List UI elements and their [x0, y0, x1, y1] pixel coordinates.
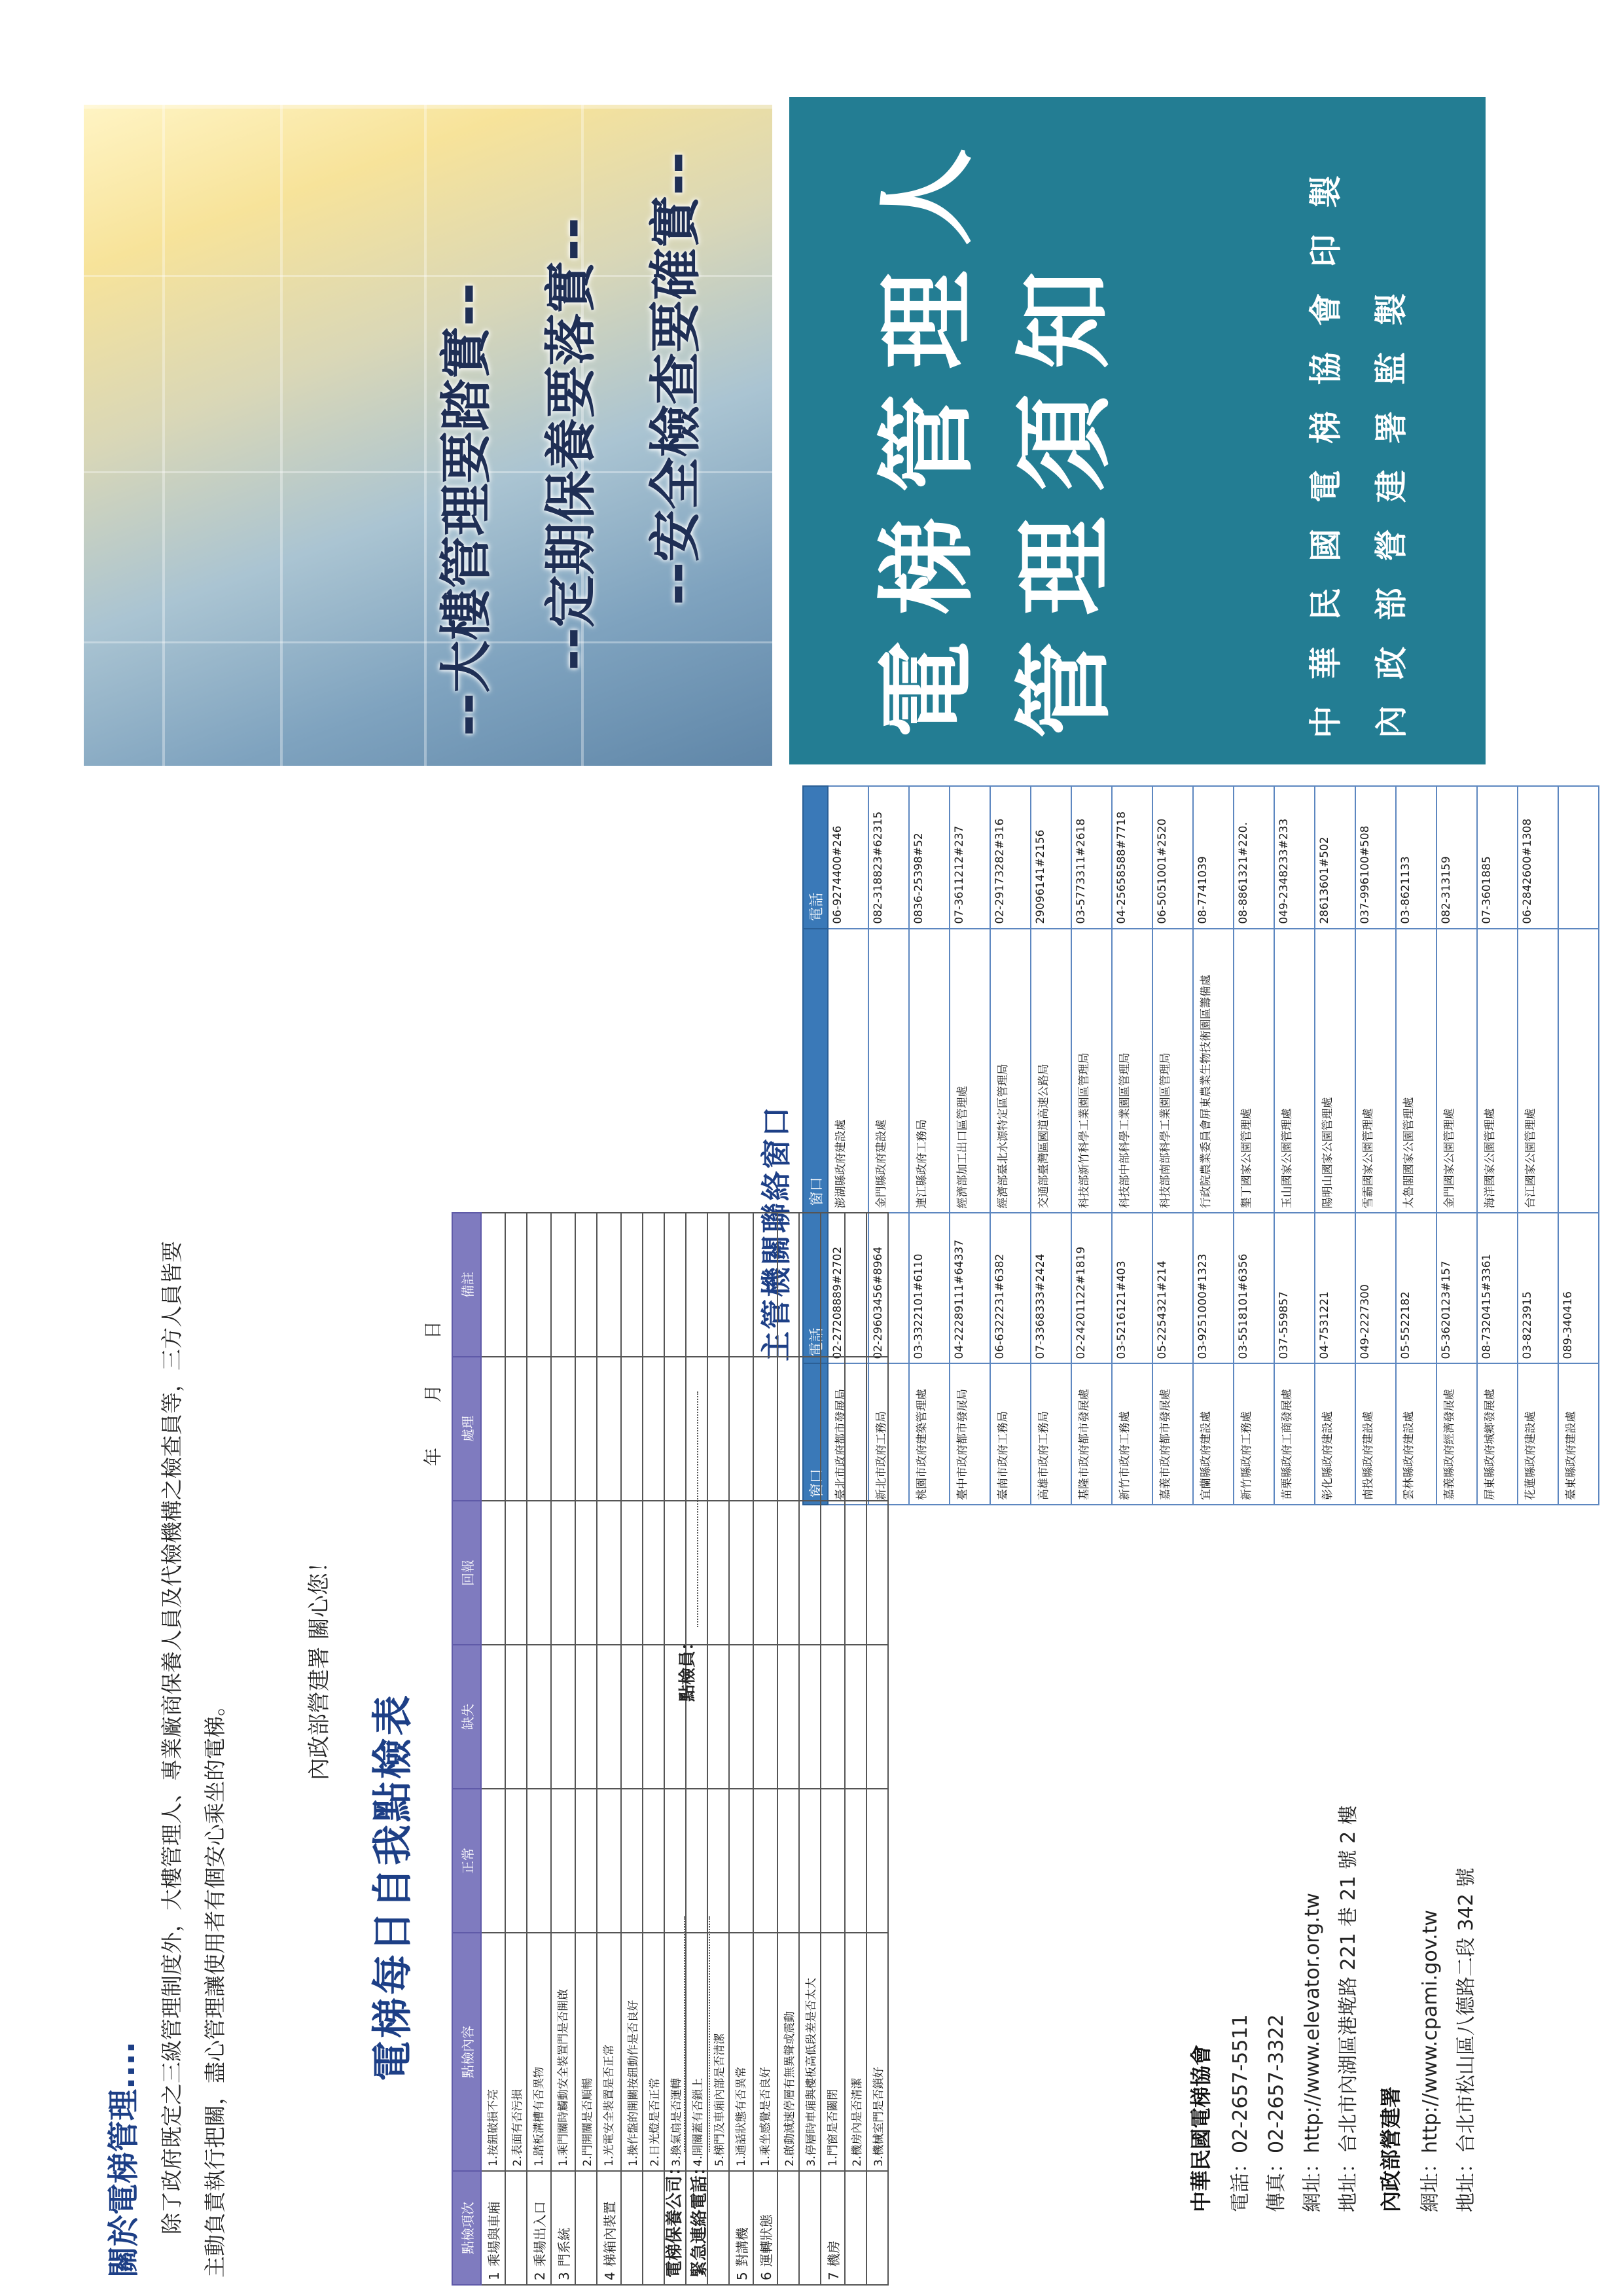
check-box-cell[interactable]: [527, 1357, 551, 1501]
phone-cell: 05-5522182: [1396, 1213, 1436, 1363]
check-box-cell[interactable]: [845, 1357, 866, 1501]
check-box-cell[interactable]: [729, 1213, 753, 1357]
check-box-cell[interactable]: [777, 1645, 799, 1789]
check-item: 2.日光燈是否正常: [643, 1933, 664, 2171]
phone-cell: 082-313159: [1436, 786, 1477, 929]
section-cell: [707, 2171, 729, 2285]
check-box-cell[interactable]: [777, 1789, 799, 1933]
check-box-cell[interactable]: [621, 1357, 643, 1501]
section-cell: [621, 2171, 643, 2285]
check-box-cell[interactable]: [799, 1357, 821, 1501]
col-header: 點檢項次: [452, 2171, 481, 2285]
supervisor-line: 內政部營建署監製: [1372, 267, 1410, 738]
office-cell: 屏東縣政府城鄉發展處: [1477, 1364, 1518, 1505]
section-name: 乘場出入口: [532, 2201, 548, 2267]
check-box-cell[interactable]: [505, 1645, 527, 1789]
phone-cell: 06-5051001#2520: [1152, 786, 1193, 929]
check-box-cell[interactable]: [777, 1213, 799, 1357]
col-header: 窗口: [803, 1364, 828, 1505]
office-cell: 金門縣政府建設處: [868, 929, 909, 1213]
table-row: [990, 786, 1031, 1505]
association-web[interactable]: 網址：http://www.elevator.org.tw: [1301, 1893, 1324, 2212]
check-box-cell[interactable]: [551, 1501, 575, 1645]
col-header: 備註: [452, 1213, 481, 1357]
association-fax: 傳真：02-2657-3322: [1265, 2014, 1288, 2212]
phone-cell: 05-3620123#157: [1436, 1213, 1477, 1363]
section-name: 運轉狀態: [758, 2214, 774, 2267]
phone-cell: 03-5216121#403: [1112, 1213, 1152, 1363]
phone-cell: 06-6322231#6382: [990, 1213, 1031, 1363]
check-box-cell[interactable]: [505, 1213, 527, 1357]
check-box-cell[interactable]: [845, 1213, 866, 1357]
office-cell: 新竹縣政府工務處: [1234, 1364, 1274, 1505]
office-cell: 臺南市政府工務局: [990, 1364, 1031, 1505]
phone-cell: 04-22289111#64337: [950, 1213, 990, 1363]
check-item: 2.啟動減速停層有無異聲或震動: [777, 1933, 799, 2171]
col-header: 電話: [803, 1213, 828, 1363]
slogan-1: --大樓管理要踏實--: [436, 283, 497, 736]
phone-cell: 08-7320415#3361: [1477, 1213, 1518, 1363]
section-number: 1: [486, 2272, 502, 2280]
phone-cell: 049-2348233#233: [1274, 786, 1315, 929]
office-cell: 金門國家公園管理處: [1436, 929, 1477, 1213]
check-box-cell[interactable]: [821, 1213, 845, 1357]
section-cell: [575, 2171, 597, 2285]
check-box-cell[interactable]: [707, 1501, 729, 1645]
check-box-cell[interactable]: [575, 1213, 597, 1357]
check-box-cell[interactable]: [597, 1213, 621, 1357]
phone-cell: 03-3322101#6110: [909, 1213, 950, 1363]
about-body: 除了政府既定之三級管理制度外，大樓管理人、專業廠商保養人員及代檢機構之檢查員等，三方人員皆要主動負責執行把關，盡心管理讓使用者有個安心乘坐的電梯。: [159, 1241, 228, 2278]
check-box-cell[interactable]: [866, 1501, 888, 1645]
table-row: [1558, 786, 1599, 1505]
check-box-cell[interactable]: [845, 1645, 866, 1789]
section-number: 6: [758, 2272, 774, 2280]
check-box-cell[interactable]: [597, 1645, 621, 1789]
check-item: 1.乘門關時觸動安全裝置門是否開啟: [551, 1933, 575, 2171]
section-name: 梯箱內裝置: [602, 2201, 618, 2267]
section-cell: [799, 2171, 821, 2285]
section-cell: [729, 2171, 753, 2285]
table-row: [799, 1213, 821, 2285]
table-row: [845, 1213, 866, 2285]
check-item: 1.踏板溝槽有否異物: [527, 1933, 551, 2171]
ministry-web[interactable]: 網址：http://www.cpami.gov.tw: [1419, 1910, 1442, 2212]
office-cell: 嘉義市政府都市發展處: [1152, 1364, 1193, 1505]
check-box-cell[interactable]: [821, 1645, 845, 1789]
check-box-cell[interactable]: [621, 1501, 643, 1645]
phone-cell: 04-7531221: [1315, 1213, 1355, 1363]
phone-cell: 04-25658588#7718: [1112, 786, 1152, 929]
check-box-cell[interactable]: [481, 1645, 505, 1789]
table-row: [575, 1213, 597, 2285]
section-cell: [821, 2171, 845, 2285]
check-box-cell[interactable]: [643, 1645, 664, 1789]
check-box-cell[interactable]: [597, 1789, 621, 1933]
phone-cell: 02-27208889#2702: [828, 1213, 868, 1363]
check-item: 2.表面有否污損: [505, 1933, 527, 2171]
office-cell: 彰化縣政府建設處: [1315, 1364, 1355, 1505]
office-cell: 太魯閣國家公園管理處: [1396, 929, 1436, 1213]
check-box-cell[interactable]: [505, 1789, 527, 1933]
day-label: 日: [422, 1321, 444, 1340]
emergency-label: 緊急連絡電話：: [690, 2158, 709, 2278]
check-box-cell[interactable]: [643, 1213, 664, 1357]
check-box-cell[interactable]: [481, 1501, 505, 1645]
check-box-cell[interactable]: [753, 1213, 777, 1357]
check-box-cell[interactable]: [799, 1645, 821, 1789]
office-cell: 連江縣政府工務局: [909, 929, 950, 1213]
col-header: 點檢內容: [452, 1933, 481, 2171]
check-box-cell[interactable]: [481, 1213, 505, 1357]
check-box-cell[interactable]: [845, 1501, 866, 1645]
table-row: [1031, 786, 1071, 1505]
office-cell: 台江國家公園管理處: [1518, 929, 1558, 1213]
col-header: 窗口: [803, 929, 828, 1213]
section-cell: [866, 2171, 888, 2285]
phone-cell: 082-318823#62315: [868, 786, 909, 929]
check-box-cell[interactable]: [527, 1501, 551, 1645]
ministry-address: 地址：台北市松山區八德路二段 342 號: [1455, 1867, 1478, 2212]
date-line: [419, 1321, 445, 1505]
check-box-cell[interactable]: [551, 1213, 575, 1357]
office-cell: 科技部新竹科學工業園區管理局: [1071, 929, 1112, 1213]
check-box-cell[interactable]: [707, 1789, 729, 1933]
section-name: 機房: [826, 2240, 842, 2267]
slogan-2: --定期保養要落實--: [541, 217, 601, 671]
office-cell: 花蓮縣政府建設處: [1518, 1364, 1558, 1505]
check-item: 1.門窗是否關閉: [821, 1933, 845, 2171]
section-cell: [551, 2171, 575, 2285]
table-row: [707, 1213, 729, 2285]
section-cell: [527, 2171, 551, 2285]
check-box-cell[interactable]: [664, 1789, 686, 1933]
check-box-cell[interactable]: [575, 1357, 597, 1501]
check-item: 1.乘坐感覺是否良好: [753, 1933, 777, 2171]
publisher-line: 中華民國電梯協會印製: [1307, 149, 1345, 738]
check-box-cell[interactable]: [527, 1645, 551, 1789]
office-cell: 科技部中部科學工業園區管理局: [1112, 929, 1152, 1213]
ministry-name: 內政部營建署: [1378, 2086, 1403, 2212]
office-cell: 墾丁國家公園管理處: [1234, 929, 1274, 1213]
check-box-cell[interactable]: [845, 1789, 866, 1933]
check-box-cell[interactable]: [753, 1501, 777, 1645]
check-box-cell[interactable]: [753, 1357, 777, 1501]
check-box-cell[interactable]: [821, 1357, 845, 1501]
cover-title-line1: 電梯管理人: [871, 122, 985, 738]
check-box-cell[interactable]: [551, 1789, 575, 1933]
check-box-cell[interactable]: [866, 1789, 888, 1933]
phone-cell: 03-5518101#6356: [1234, 1213, 1274, 1363]
phone-cell: 0836-25398#52: [909, 786, 950, 929]
table-row: [1071, 786, 1112, 1505]
check-box-cell[interactable]: [729, 1357, 753, 1501]
phone-cell: 07-3368333#2424: [1031, 1213, 1071, 1363]
check-box-cell[interactable]: [505, 1357, 527, 1501]
check-item: 3.停層時車廂與樓板高低段差是否太大: [799, 1933, 821, 2171]
company-signature: [661, 1916, 685, 2278]
check-box-cell[interactable]: [777, 1357, 799, 1501]
check-box-cell[interactable]: [866, 1213, 888, 1357]
table-row: [909, 786, 950, 1505]
table-row: [621, 1213, 643, 2285]
check-box-cell[interactable]: [575, 1501, 597, 1645]
check-box-cell[interactable]: [643, 1789, 664, 1933]
check-box-cell[interactable]: [527, 1789, 551, 1933]
office-cell: 基隆市政府都市發展處: [1071, 1364, 1112, 1505]
office-cell: 行政院農業委員會屏東農業生物技術園區籌備處: [1193, 929, 1234, 1213]
check-box-cell[interactable]: [505, 1501, 527, 1645]
office-cell: 高雄市政府工務局: [1031, 1364, 1071, 1505]
table-row: [505, 1213, 527, 2285]
section-number: 3: [556, 2272, 572, 2280]
check-box-cell[interactable]: [664, 1213, 686, 1357]
col-header: 電話: [803, 786, 828, 929]
office-cell: [1558, 929, 1599, 1213]
check-box-cell[interactable]: [621, 1213, 643, 1357]
phone-cell: 07-3601885: [1477, 786, 1518, 929]
table-row: [729, 1213, 753, 2285]
office-cell: 澎湖縣政府建設處: [828, 929, 868, 1213]
check-box-cell[interactable]: [643, 1501, 664, 1645]
office-cell: 陽明山國家公園管理處: [1315, 929, 1355, 1213]
check-box-cell[interactable]: [799, 1789, 821, 1933]
phone-cell: 089-340416: [1558, 1213, 1599, 1363]
section-name: 門系統: [556, 2227, 572, 2267]
slogan-3: --安全檢查要確實--: [645, 152, 706, 605]
table-row: [481, 1213, 505, 2285]
check-box-cell[interactable]: [597, 1357, 621, 1501]
check-box-cell[interactable]: [729, 1789, 753, 1933]
phone-cell: 03-5773311#2618: [1071, 786, 1112, 929]
check-box-cell[interactable]: [729, 1645, 753, 1789]
emergency-signature: [686, 1916, 710, 2278]
check-item: 2.門開關是否順暢: [575, 1933, 597, 2171]
table-row: [551, 1213, 575, 2285]
check-box-cell[interactable]: [866, 1645, 888, 1789]
office-cell: 經濟部加工出口區管理處: [950, 929, 990, 1213]
inspector-signature: [674, 1391, 698, 1702]
section-name: 乘場與車廂: [486, 2201, 502, 2267]
inspector-label: 點檢員：: [678, 1633, 698, 1702]
office-cell: 桃園市政府建築管理處: [909, 1364, 950, 1505]
section-cell: [845, 2171, 866, 2285]
check-box-cell[interactable]: [821, 1501, 845, 1645]
check-box-cell[interactable]: [551, 1645, 575, 1789]
office-cell: 臺中市政府都市發展局: [950, 1364, 990, 1505]
table-row: [1112, 786, 1152, 1505]
check-box-cell[interactable]: [707, 1645, 729, 1789]
company-label: 電梯保養公司：: [665, 2158, 685, 2278]
check-box-cell[interactable]: [799, 1501, 821, 1645]
col-header: 處理: [452, 1357, 481, 1501]
checklist-title: 電梯每日自我點檢表: [368, 1692, 416, 2081]
section-cell: [753, 2171, 777, 2285]
col-header: 正常: [452, 1789, 481, 1933]
section-cell: [777, 2171, 799, 2285]
phone-cell: 037-559857: [1274, 1213, 1315, 1363]
office-cell: 臺北市政府都市發展局: [828, 1364, 868, 1505]
check-box-cell[interactable]: [481, 1789, 505, 1933]
check-item: 1.按鈕破損不亮: [481, 1933, 505, 2171]
about-title: 關於電梯管理....: [105, 2041, 142, 2278]
association-name: 中華民國電梯協會: [1188, 2044, 1213, 2212]
check-box-cell[interactable]: [753, 1645, 777, 1789]
contacts-title: 主管機關聯絡窗口: [758, 1105, 794, 1361]
check-box-cell[interactable]: [866, 1357, 888, 1501]
office-cell: 新北市政府工務局: [868, 1364, 909, 1505]
phone-cell: 037-996100#508: [1355, 786, 1396, 929]
phone-cell: 06-9274400#246: [828, 786, 868, 929]
check-item: 1.通話狀態有否異常: [729, 1933, 753, 2171]
phone-cell: 08-8861321#220.: [1234, 786, 1274, 929]
check-item: 2.機房內是否清潔: [845, 1933, 866, 2171]
association-address: 地址：台北市內湖區港墘路 221 巷 21 號 2 樓: [1337, 1805, 1360, 2212]
check-item: 3.換氣扇是否運轉: [664, 1933, 686, 2171]
phone-cell: 03-9251000#1323: [1193, 1213, 1234, 1363]
check-box-cell[interactable]: [551, 1357, 575, 1501]
office-cell: 交通部臺灣區國道高速公路局: [1031, 929, 1071, 1213]
check-box-cell[interactable]: [821, 1789, 845, 1933]
phone-cell: 049-2227300: [1355, 1213, 1396, 1363]
office-cell: 苗栗縣政府工商發展處: [1274, 1364, 1315, 1505]
cover-title-panel: [789, 97, 1486, 764]
phone-cell: 02-24201122#1819: [1071, 1213, 1112, 1363]
table-row: [527, 1213, 551, 2285]
office-cell: 南投縣政府建設處: [1355, 1364, 1396, 1505]
check-box-cell[interactable]: [643, 1357, 664, 1501]
office-cell: 科技部南部科學工業園區管理局: [1152, 929, 1193, 1213]
check-box-cell[interactable]: [527, 1213, 551, 1357]
table-row: [777, 1213, 799, 2285]
col-header: 缺失: [452, 1645, 481, 1789]
check-box-cell[interactable]: [777, 1501, 799, 1645]
office-cell: 嘉義縣政府經濟發展處: [1436, 1364, 1477, 1505]
table-row: [866, 1213, 888, 2285]
check-box-cell[interactable]: [621, 1645, 643, 1789]
section-number: 2: [532, 2272, 548, 2280]
office-cell: 臺東縣政府建設處: [1558, 1364, 1599, 1505]
table-row: [821, 1213, 845, 2285]
section-number: 5: [734, 2272, 750, 2280]
check-item: 4.開關蓋有否鎖上: [686, 1933, 707, 2171]
check-box-cell[interactable]: [686, 1213, 707, 1357]
office-cell: 新竹市政府工務處: [1112, 1364, 1152, 1505]
month-label: 月: [422, 1384, 444, 1403]
section-cell: [481, 2171, 505, 2285]
check-item: 5.梯門及車廂內部是否清潔: [707, 1933, 729, 2171]
year-label: 年: [422, 1447, 444, 1466]
phone-cell: 28613601#502: [1315, 786, 1355, 929]
phone-cell: 29096141#2156: [1031, 786, 1071, 929]
check-box-cell[interactable]: [686, 1789, 707, 1933]
table-row: [753, 1213, 777, 2285]
check-box-cell[interactable]: [799, 1213, 821, 1357]
check-box-cell[interactable]: [753, 1789, 777, 1933]
phone-cell: 06-2842600#1308: [1518, 786, 1558, 929]
check-box-cell[interactable]: [597, 1501, 621, 1645]
table-row: [950, 786, 990, 1505]
cover-title-line2: 管理須知: [1008, 245, 1122, 738]
phone-cell: 02-29603456#8964: [868, 1213, 909, 1363]
phone-cell: [1558, 786, 1599, 929]
section-name: 對講機: [734, 2227, 750, 2267]
ministry-regards: 內政部營建署 關心您！: [306, 1551, 332, 1780]
office-cell: 雲林縣政府建設處: [1396, 1364, 1436, 1505]
check-box-cell[interactable]: [481, 1357, 505, 1501]
phone-cell: 03-8223915: [1518, 1213, 1558, 1363]
cover-photo: [84, 105, 772, 766]
section-number: 7: [826, 2272, 842, 2280]
check-box-cell[interactable]: [729, 1501, 753, 1645]
check-box-cell[interactable]: [621, 1789, 643, 1933]
phone-cell: 07-3611212#237: [950, 786, 990, 929]
office-cell: 海洋國家公園管理處: [1477, 929, 1518, 1213]
check-box-cell[interactable]: [575, 1789, 597, 1933]
check-item: 1.光電安全裝置是否正常: [597, 1933, 621, 2171]
phone-cell: 03-8621133: [1396, 786, 1436, 929]
contact-info: [1178, 1283, 1531, 2212]
check-item: 3.機械室門是否鎖好: [866, 1933, 888, 2171]
office-cell: 玉山國家公園管理處: [1274, 929, 1315, 1213]
check-box-cell[interactable]: [707, 1213, 729, 1357]
phone-cell: 02-29173282#316: [990, 786, 1031, 929]
section-cell: [597, 2171, 621, 2285]
section-number: 4: [602, 2272, 618, 2280]
check-box-cell[interactable]: [575, 1645, 597, 1789]
phone-cell: 08-7741039: [1193, 786, 1234, 929]
check-item: 1.操作盤的開關按鈕動作是否良好: [621, 1933, 643, 2171]
table-row: [597, 1213, 621, 2285]
phone-cell: 05-2254321#214: [1152, 1213, 1193, 1363]
check-box-cell[interactable]: [707, 1357, 729, 1501]
office-cell: 經濟部臺北水源特定區管理局: [990, 929, 1031, 1213]
office-cell: 宜蘭縣政府建設處: [1193, 1364, 1234, 1505]
association-phone: 電話：02-2657-5511: [1229, 2014, 1252, 2212]
office-cell: 雪霸國家公園管理處: [1355, 929, 1396, 1213]
col-header: 回報: [452, 1501, 481, 1645]
section-cell: [505, 2171, 527, 2285]
